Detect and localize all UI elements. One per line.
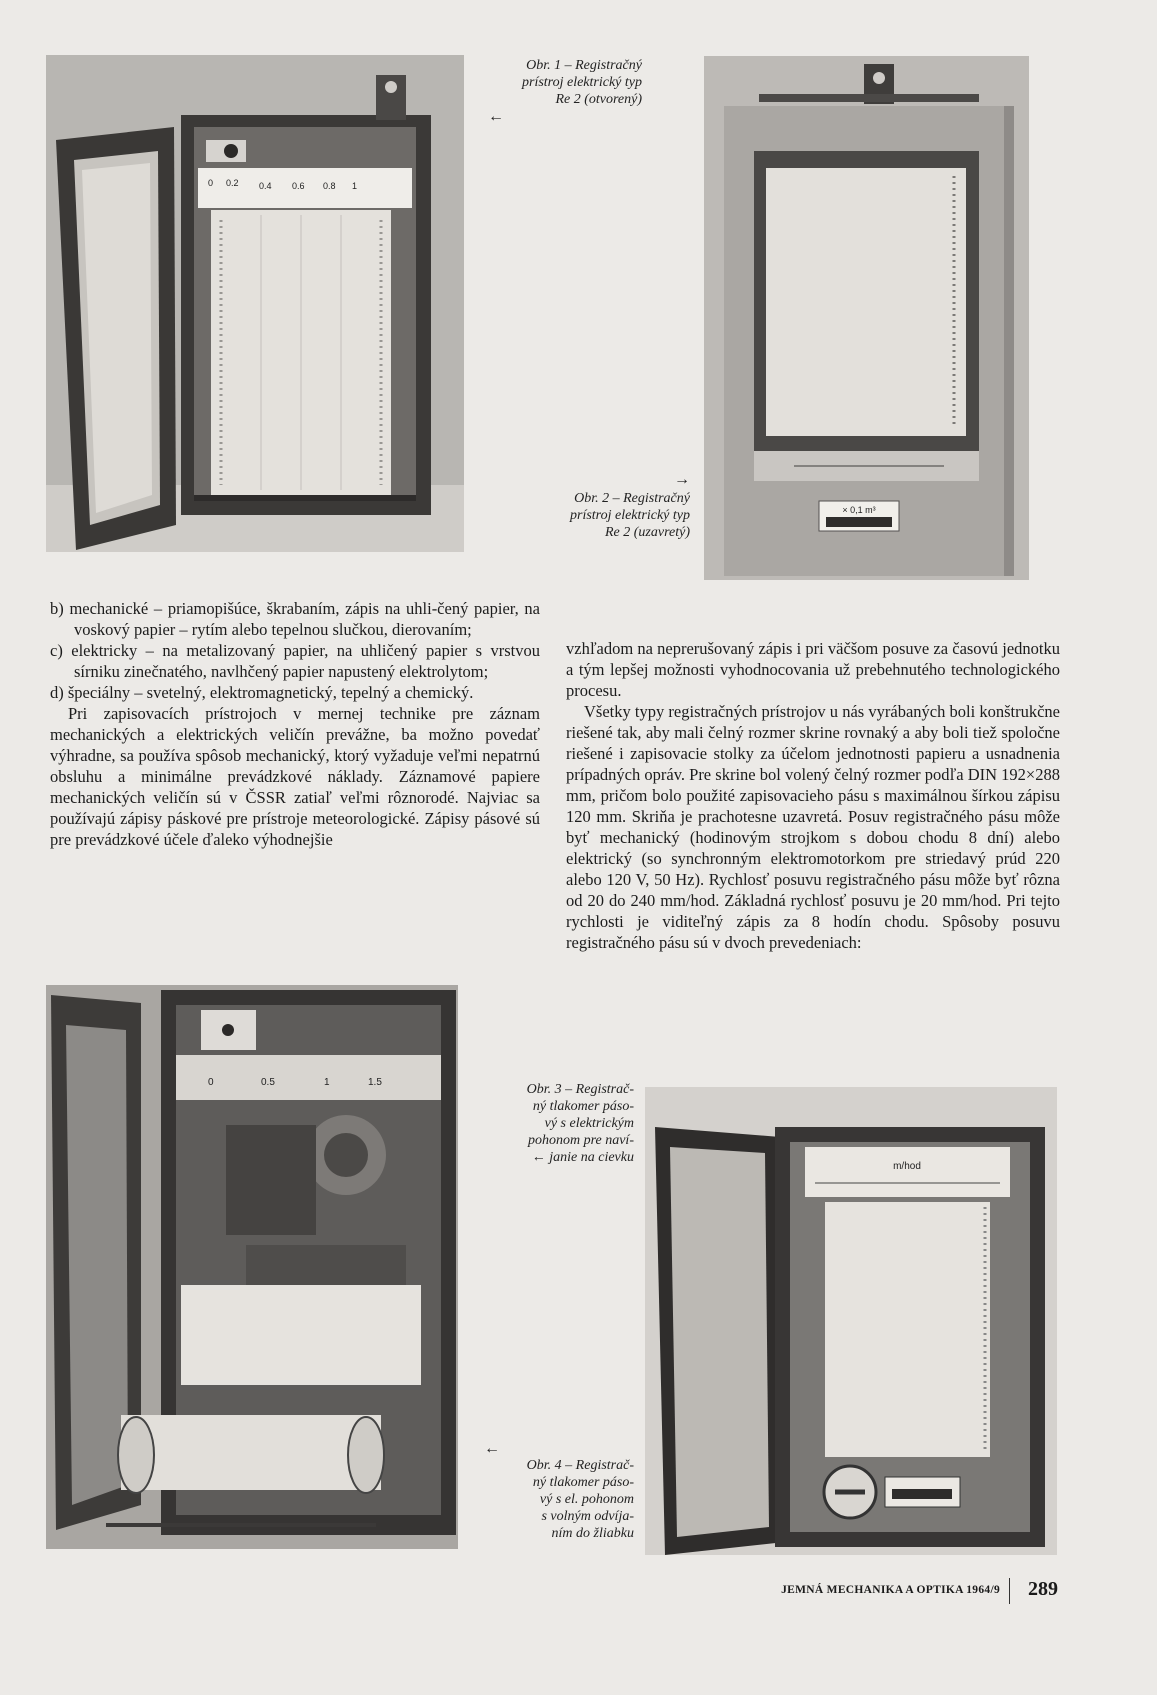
paragraph: vzhľadom na neprerušovaný zápis i pri väčšom posuve za časovú jednotku a tým lepšej možnosti vyhodnocovania už prebehnutého technologického procesu. [566, 639, 1060, 700]
caption-line: Re 2 (uzavretý) [605, 525, 690, 540]
caption-line: ním do žliabku [551, 1526, 634, 1541]
figure-2-image [704, 56, 1029, 580]
caption-line: prístroj elektrický typ [522, 75, 642, 90]
paragraph: Všetky typy registračných prístrojov u nás vyrábaných boli konštrukčne riešené tak, aby mali čelný rozmer skrine rovnaký a aby boli tiež spoločne riešené i zapisovacie stolky za účelom jednotnosti papieru a usnadnenia prípadných opráv. Pre skrine bol volený čelný rozmer podľa DIN 192×288 mm, pričom bolo použité zapisovacieho pásu s maximálnou šírkou zápisu 120 mm. Skriňa je prachotesne uzavretá. Posuv registračného pásu môže byť mechanický (hodinovým strojkom s dobou chodu 8 dní) alebo elektrický (so synchronným elektromotorkom pre striedavý prúd 220 alebo 120 V, 50 Hz). Rychlosť posuvu registračného pásu môže byť rôzna od 20 do 240 mm/hod. Základná rychlosť posuvu je 20 mm/hod. Pri tejto rychlosti je viditeľný zápis za 8 hodín chodu. Spôsoby posuvu registračného pásu sú v dvoch prevedeniach: [566, 702, 1060, 952]
counter-label: × 0,1 m³ [842, 505, 876, 515]
caption-line: Obr. 2 – Registračný [574, 491, 690, 506]
figure-1-caption [474, 57, 642, 125]
caption-line: prístroj elektrický typ [570, 508, 690, 523]
caption-line: ← janie na cievku [531, 1150, 634, 1165]
figure-2-caption [510, 471, 690, 541]
scale-label: 1.5 [368, 1077, 382, 1088]
dial-label: m/hod [893, 1161, 921, 1172]
caption-line: ný tlakomer páso- [532, 1475, 634, 1490]
caption-line: ný tlakomer páso- [532, 1099, 634, 1114]
caption-line: vý s elektrickým [544, 1116, 634, 1131]
caption-line: Obr. 4 – Registrač- [526, 1458, 634, 1473]
footer-divider [1009, 1578, 1010, 1604]
figure-4-photo [46, 985, 458, 1549]
list-item: b) mechanické – priamopišúce, škrabaním, zápis na uhli-čený papier, na voskový papier – rytím alebo tepelnou slučkou, dierovaním; [50, 599, 540, 639]
arrow-left-icon: ← [484, 1440, 500, 1457]
scale-label: 1 [324, 1077, 330, 1088]
scale-label: 0.6 [292, 181, 305, 191]
scale-label: 0 [208, 178, 214, 188]
arrow-left-icon: ← [488, 108, 504, 125]
figure-4-caption [484, 1440, 634, 1542]
scale-label: 0.2 [226, 178, 239, 188]
page-footer [738, 1578, 1058, 1604]
scale-label: 0 [208, 1077, 214, 1088]
scale-label: 0.4 [259, 181, 272, 191]
figure-1-image [46, 55, 464, 552]
arrow-right-icon: → [674, 471, 690, 488]
figure-3-caption [484, 1081, 634, 1166]
scale-label: 0.5 [261, 1077, 275, 1088]
page-number: 289 [1028, 1578, 1058, 1600]
list-item: d) špeciálny – svetelný, elektromagnetický, tepelný a chemický. [50, 683, 474, 702]
caption-line: Obr. 3 – Registrač- [526, 1082, 634, 1097]
caption-line: Obr. 1 – Registračný [526, 58, 642, 73]
figure-4-image [46, 985, 458, 1549]
left-column-text [50, 598, 540, 850]
right-column-text [566, 638, 1060, 953]
scale-label: 1 [352, 181, 358, 191]
figure-1-photo [46, 55, 464, 552]
figure-3-photo [645, 1087, 1057, 1555]
list-item: c) elektricky – na metalizovaný papier, na uhličený papier s vrstvou sírniku zinečnatého, navlhčený papier napustený elektrolytom; [50, 641, 540, 681]
scale-label: 0.8 [323, 181, 336, 191]
figure-2-photo [704, 56, 1029, 580]
caption-line: Re 2 (otvorený) [555, 92, 642, 107]
journal-title: JEMNÁ MECHANIKA A OPTIKA 1964/9 [781, 1584, 1000, 1596]
caption-line: vý s el. pohonom [539, 1492, 634, 1507]
figure-3-image [645, 1087, 1057, 1555]
caption-line: pohonom pre naví- [527, 1133, 634, 1148]
paragraph: Pri zapisovacích prístrojoch v mernej technike pre záznam mechanických a elektrických veličín prevážne, ba možno povedať výhradne, sa používa spôsob mechanický, ktorý vyžaduje veľmi nepatrnú obsluhu a minimálne prevádzkové náklady. Záznamové papiere mechanických veličín sú v ČSSR zatiaľ veľmi rôznorodé. Najviac sa používajú zápisy páskové pre prístroje meteorologické. Zápisy pásové sú pre prevádzkové účele ďaleko výhodnejšie [50, 704, 540, 849]
caption-line: s volným odvíja- [541, 1509, 634, 1524]
